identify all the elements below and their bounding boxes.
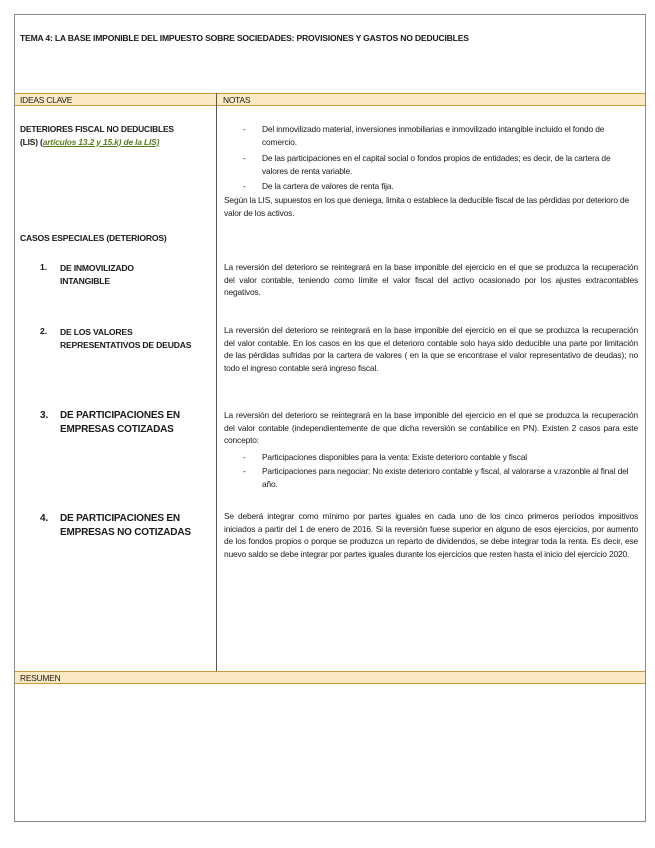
column-divider	[216, 93, 217, 671]
section1-bullet-2: De las participaciones en el capital social o fondos propios de entidades; es decir, de la cartera de valores de renta variable.	[262, 153, 611, 176]
case3-title: DE PARTICIPACIONES EN EMPRESAS COTIZADAS	[60, 410, 180, 435]
section1-note: Según la LIS, supuestos en los que deniega, limita o establece la deducible fiscal de las pérdidas por deterioro de valor de los activos.	[224, 195, 630, 218]
bullet-glyph: -	[243, 466, 246, 476]
case1-note: La reversión del deterioro se reintegrará en la base imponible del ejercicio en el que se produzca la recuperación del valor contable, teniendo como límite el valor fiscal del activo ocasionado por los ajustes extracontables negativos.	[224, 262, 638, 298]
case2-number: 2.	[40, 326, 48, 336]
summary-header	[15, 671, 645, 684]
header-notas: NOTAS	[223, 95, 251, 105]
table-header	[15, 93, 645, 106]
case4-title: DE PARTICIPACIONES EN EMPRESAS NO COTIZADAS	[60, 513, 191, 538]
case3-bullet-1: Participaciones disponibles para la venta: Existe deterioro contable y fiscal	[262, 452, 527, 462]
case4-number: 4.	[40, 513, 49, 524]
bullet-glyph: -	[243, 124, 246, 134]
section1-heading: DETERIORES FISCAL NO DEDUCIBLES (LIS) (artículos 13.2 y 15.k) de la LIS)	[20, 124, 174, 147]
header-resumen: RESUMEN	[20, 673, 61, 683]
case2-note: La reversión del deterioro se reintegrará en la base imponible del ejercicio en el que se produzca la recuperación del valor contable. En los casos en los que el deterioro contable solo haya sido deducible una parte por limitación de las pérdidas sufridas por la cartera de valores ( en la que se encontrase el valor representativo de deudas); no todo el ingreso contable será ingreso fiscal.	[224, 325, 638, 373]
bullet-glyph: -	[243, 452, 246, 462]
casos-heading: CASOS ESPECIALES (DETERIOROS)	[20, 233, 167, 243]
lis-articles-link[interactable]: artículos 13.2 y 15.k) de la LIS)	[42, 136, 160, 147]
summary-area[interactable]	[15, 684, 645, 821]
case3-note: La reversión del deterioro se reintegrará en la base imponible del ejercicio en el que se produzca la recuperación del valor contable (independientemente de que dicha reversión se contabilice en PN). Existen 2 casos para este concepto:	[224, 410, 638, 446]
case2-title: DE LOS VALORES REPRESENTATIVOS DE DEUDAS	[60, 327, 192, 350]
section1-bullet-1: Del inmovilizado material, inversiones inmobiliarias e inmovilizado intangible incluido el fondo de comercio.	[262, 124, 605, 147]
section1-bullet-3: De la cartera de valores de renta fija.	[262, 181, 394, 191]
case3-number: 3.	[40, 410, 49, 421]
page-title: TEMA 4: LA BASE IMPONIBLE DEL IMPUESTO SOBRE SOCIEDADES: PROVISIONES Y GASTOS NO DEDUCIBLES	[20, 33, 469, 43]
case4-note: Se deberá integrar como mínimo por partes iguales en cada uno de los cinco primeros períodos impositivos iniciados a partir del 1 de enero de 2016. Si la reversión fuese superior en alguno de esos ejercicios, por aumento de los fondos propios o porque se produzca un reparto de dividendos, se debe integrar toda la renta. Es decir, ese nuevo saldo se debe integrar por partes iguales durante los ejercicios que resten hasta el inicio del ejercicio 2020.	[224, 511, 638, 559]
bullet-glyph: -	[243, 153, 246, 163]
bullet-glyph: -	[243, 181, 246, 191]
case1-title: DE INMOVILIZADO INTANGIBLE	[60, 263, 134, 286]
case1-number: 1.	[40, 262, 48, 272]
case3-bullet-2: Participaciones para negociar: No existe deterioro contable y fiscal, al valorarse a v.razonble al final del año.	[262, 466, 629, 489]
header-ideas-clave: IDEAS CLAVE	[20, 95, 73, 105]
